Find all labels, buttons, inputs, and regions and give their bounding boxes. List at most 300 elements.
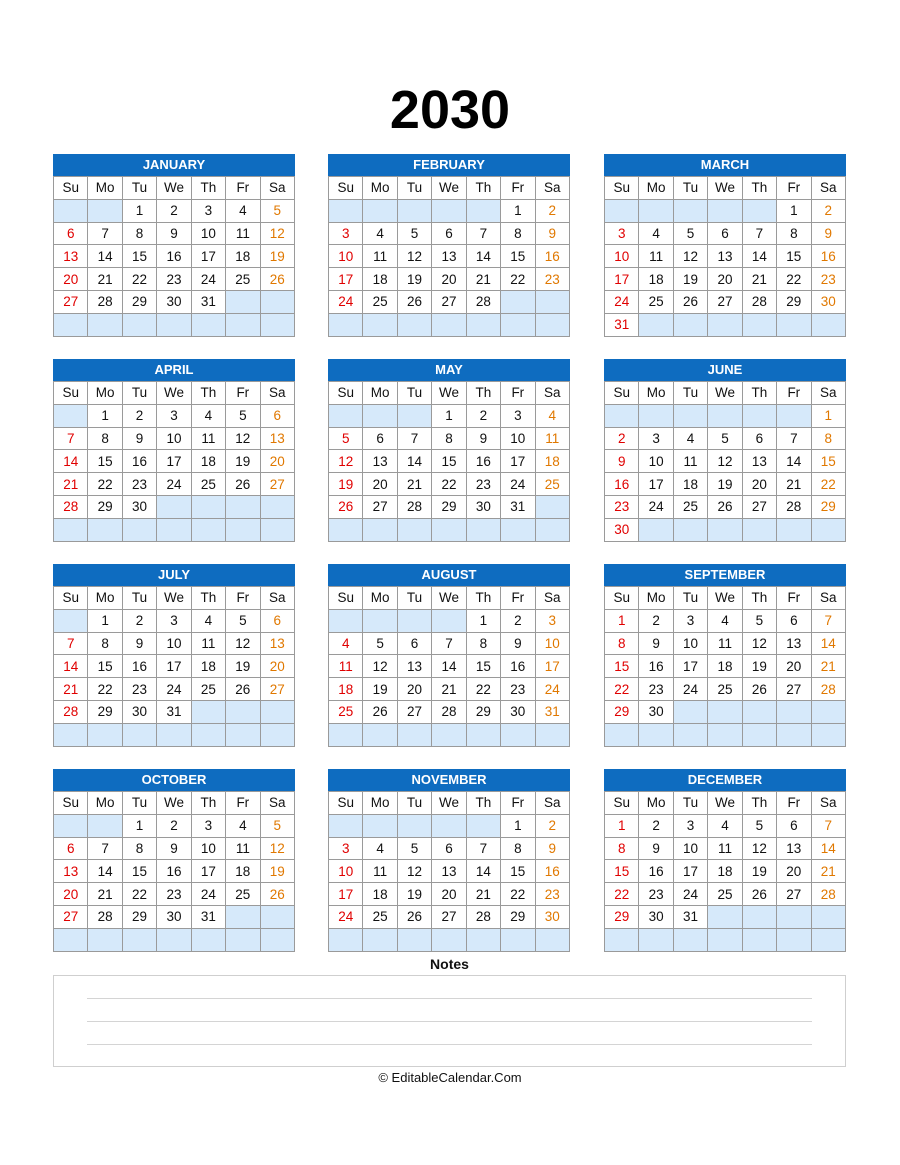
day-cell[interactable]: 1	[122, 199, 156, 222]
day-cell[interactable]: 15	[88, 450, 122, 473]
day-cell[interactable]: 28	[88, 290, 122, 313]
day-cell[interactable]: 16	[605, 473, 639, 496]
day-cell[interactable]: 1	[777, 199, 811, 222]
day-cell[interactable]: 6	[54, 837, 88, 860]
day-cell[interactable]: 30	[811, 290, 845, 313]
day-cell[interactable]: 6	[260, 609, 294, 632]
day-cell[interactable]: 6	[54, 222, 88, 245]
day-cell[interactable]: 14	[466, 245, 500, 268]
day-cell[interactable]: 12	[742, 837, 776, 860]
day-cell[interactable]: 7	[88, 222, 122, 245]
day-cell[interactable]: 17	[157, 450, 191, 473]
day-cell[interactable]: 4	[673, 427, 707, 450]
day-cell[interactable]: 6	[432, 222, 466, 245]
day-cell[interactable]: 26	[397, 290, 431, 313]
day-cell[interactable]: 5	[673, 222, 707, 245]
day-cell[interactable]: 12	[260, 837, 294, 860]
day-cell[interactable]: 25	[191, 473, 225, 496]
day-cell[interactable]: 19	[226, 450, 260, 473]
day-cell[interactable]: 7	[54, 427, 88, 450]
day-cell[interactable]: 8	[605, 837, 639, 860]
day-cell[interactable]: 20	[54, 883, 88, 906]
day-cell[interactable]: 27	[54, 290, 88, 313]
day-cell[interactable]: 19	[708, 473, 742, 496]
day-cell[interactable]: 18	[708, 860, 742, 883]
day-cell[interactable]: 14	[466, 860, 500, 883]
day-cell[interactable]: 20	[260, 450, 294, 473]
day-cell[interactable]: 15	[811, 450, 845, 473]
day-cell[interactable]: 30	[535, 905, 569, 928]
day-cell[interactable]: 29	[811, 495, 845, 518]
day-cell[interactable]: 19	[260, 245, 294, 268]
day-cell[interactable]: 12	[397, 860, 431, 883]
day-cell[interactable]: 22	[122, 883, 156, 906]
day-cell[interactable]: 5	[363, 632, 397, 655]
day-cell[interactable]: 4	[191, 404, 225, 427]
day-cell[interactable]: 19	[673, 268, 707, 291]
day-cell[interactable]: 3	[329, 222, 363, 245]
day-cell[interactable]: 9	[639, 632, 673, 655]
day-cell[interactable]: 29	[466, 700, 500, 723]
day-cell[interactable]: 8	[88, 427, 122, 450]
day-cell[interactable]: 26	[397, 905, 431, 928]
day-cell[interactable]: 27	[742, 495, 776, 518]
day-cell[interactable]: 16	[501, 655, 535, 678]
day-cell[interactable]: 14	[811, 632, 845, 655]
day-cell[interactable]: 28	[397, 495, 431, 518]
day-cell[interactable]: 29	[501, 905, 535, 928]
day-cell[interactable]: 25	[191, 678, 225, 701]
day-cell[interactable]: 31	[191, 290, 225, 313]
day-cell[interactable]: 15	[432, 450, 466, 473]
day-cell[interactable]: 12	[226, 427, 260, 450]
day-cell[interactable]: 12	[397, 245, 431, 268]
day-cell[interactable]: 15	[122, 245, 156, 268]
day-cell[interactable]: 23	[157, 883, 191, 906]
day-cell[interactable]: 30	[605, 518, 639, 541]
day-cell[interactable]: 9	[535, 222, 569, 245]
day-cell[interactable]: 22	[466, 678, 500, 701]
day-cell[interactable]: 20	[54, 268, 88, 291]
day-cell[interactable]: 29	[88, 700, 122, 723]
day-cell[interactable]: 9	[157, 222, 191, 245]
day-cell[interactable]: 2	[157, 199, 191, 222]
day-cell[interactable]: 19	[329, 473, 363, 496]
day-cell[interactable]: 13	[54, 860, 88, 883]
day-cell[interactable]: 10	[329, 245, 363, 268]
day-cell[interactable]: 28	[811, 883, 845, 906]
day-cell[interactable]: 21	[466, 883, 500, 906]
day-cell[interactable]: 25	[708, 678, 742, 701]
day-cell[interactable]: 10	[501, 427, 535, 450]
day-cell[interactable]: 28	[466, 905, 500, 928]
day-cell[interactable]: 29	[432, 495, 466, 518]
day-cell[interactable]: 28	[54, 700, 88, 723]
day-cell[interactable]: 7	[811, 609, 845, 632]
day-cell[interactable]: 11	[639, 245, 673, 268]
day-cell[interactable]: 16	[157, 245, 191, 268]
day-cell[interactable]: 22	[605, 883, 639, 906]
day-cell[interactable]: 21	[811, 655, 845, 678]
day-cell[interactable]: 25	[535, 473, 569, 496]
day-cell[interactable]: 24	[329, 905, 363, 928]
day-cell[interactable]: 1	[501, 814, 535, 837]
day-cell[interactable]: 15	[466, 655, 500, 678]
day-cell[interactable]: 1	[605, 609, 639, 632]
day-cell[interactable]: 31	[191, 905, 225, 928]
day-cell[interactable]: 2	[811, 199, 845, 222]
day-cell[interactable]: 26	[742, 883, 776, 906]
day-cell[interactable]: 19	[742, 860, 776, 883]
notes-box[interactable]	[53, 975, 846, 1067]
day-cell[interactable]: 26	[742, 678, 776, 701]
day-cell[interactable]: 11	[191, 632, 225, 655]
day-cell[interactable]: 24	[501, 473, 535, 496]
day-cell[interactable]: 16	[639, 655, 673, 678]
day-cell[interactable]: 13	[260, 632, 294, 655]
day-cell[interactable]: 29	[122, 905, 156, 928]
day-cell[interactable]: 28	[466, 290, 500, 313]
day-cell[interactable]: 8	[811, 427, 845, 450]
day-cell[interactable]: 17	[191, 245, 225, 268]
day-cell[interactable]: 5	[742, 814, 776, 837]
day-cell[interactable]: 4	[226, 199, 260, 222]
day-cell[interactable]: 4	[535, 404, 569, 427]
day-cell[interactable]: 19	[226, 655, 260, 678]
day-cell[interactable]: 13	[777, 837, 811, 860]
day-cell[interactable]: 1	[88, 404, 122, 427]
day-cell[interactable]: 2	[605, 427, 639, 450]
day-cell[interactable]: 22	[432, 473, 466, 496]
day-cell[interactable]: 24	[673, 883, 707, 906]
day-cell[interactable]: 5	[226, 609, 260, 632]
day-cell[interactable]: 1	[122, 814, 156, 837]
day-cell[interactable]: 27	[260, 473, 294, 496]
day-cell[interactable]: 24	[191, 883, 225, 906]
day-cell[interactable]: 9	[157, 837, 191, 860]
day-cell[interactable]: 6	[397, 632, 431, 655]
day-cell[interactable]: 3	[157, 609, 191, 632]
day-cell[interactable]: 23	[639, 883, 673, 906]
day-cell[interactable]: 10	[191, 837, 225, 860]
day-cell[interactable]: 25	[363, 905, 397, 928]
day-cell[interactable]: 30	[122, 495, 156, 518]
day-cell[interactable]: 28	[811, 678, 845, 701]
day-cell[interactable]: 6	[432, 837, 466, 860]
day-cell[interactable]: 19	[742, 655, 776, 678]
day-cell[interactable]: 24	[157, 678, 191, 701]
day-cell[interactable]: 14	[432, 655, 466, 678]
day-cell[interactable]: 30	[122, 700, 156, 723]
day-cell[interactable]: 14	[742, 245, 776, 268]
day-cell[interactable]: 18	[639, 268, 673, 291]
day-cell[interactable]: 14	[811, 837, 845, 860]
day-cell[interactable]: 17	[157, 655, 191, 678]
day-cell[interactable]: 11	[363, 245, 397, 268]
day-cell[interactable]: 22	[501, 268, 535, 291]
day-cell[interactable]: 31	[501, 495, 535, 518]
day-cell[interactable]: 24	[535, 678, 569, 701]
day-cell[interactable]: 31	[157, 700, 191, 723]
day-cell[interactable]: 7	[777, 427, 811, 450]
day-cell[interactable]: 16	[157, 860, 191, 883]
day-cell[interactable]: 31	[673, 905, 707, 928]
day-cell[interactable]: 4	[708, 609, 742, 632]
day-cell[interactable]: 8	[501, 837, 535, 860]
day-cell[interactable]: 27	[432, 905, 466, 928]
day-cell[interactable]: 2	[501, 609, 535, 632]
day-cell[interactable]: 25	[226, 268, 260, 291]
day-cell[interactable]: 18	[226, 245, 260, 268]
day-cell[interactable]: 25	[329, 700, 363, 723]
day-cell[interactable]: 24	[639, 495, 673, 518]
day-cell[interactable]: 16	[535, 860, 569, 883]
day-cell[interactable]: 13	[742, 450, 776, 473]
day-cell[interactable]: 3	[535, 609, 569, 632]
day-cell[interactable]: 30	[466, 495, 500, 518]
day-cell[interactable]: 1	[811, 404, 845, 427]
day-cell[interactable]: 30	[639, 905, 673, 928]
day-cell[interactable]: 13	[260, 427, 294, 450]
day-cell[interactable]: 19	[397, 883, 431, 906]
day-cell[interactable]: 6	[742, 427, 776, 450]
day-cell[interactable]: 27	[708, 290, 742, 313]
day-cell[interactable]: 16	[535, 245, 569, 268]
day-cell[interactable]: 13	[397, 655, 431, 678]
day-cell[interactable]: 16	[466, 450, 500, 473]
day-cell[interactable]: 12	[329, 450, 363, 473]
day-cell[interactable]: 21	[88, 268, 122, 291]
day-cell[interactable]: 29	[777, 290, 811, 313]
day-cell[interactable]: 21	[811, 860, 845, 883]
day-cell[interactable]: 2	[639, 814, 673, 837]
day-cell[interactable]: 21	[397, 473, 431, 496]
day-cell[interactable]: 9	[535, 837, 569, 860]
day-cell[interactable]: 29	[88, 495, 122, 518]
day-cell[interactable]: 5	[397, 837, 431, 860]
day-cell[interactable]: 8	[501, 222, 535, 245]
day-cell[interactable]: 10	[605, 245, 639, 268]
day-cell[interactable]: 14	[88, 245, 122, 268]
day-cell[interactable]: 10	[639, 450, 673, 473]
day-cell[interactable]: 3	[329, 837, 363, 860]
day-cell[interactable]: 11	[363, 860, 397, 883]
day-cell[interactable]: 27	[397, 700, 431, 723]
day-cell[interactable]: 2	[122, 609, 156, 632]
day-cell[interactable]: 3	[673, 814, 707, 837]
day-cell[interactable]: 20	[742, 473, 776, 496]
day-cell[interactable]: 12	[363, 655, 397, 678]
day-cell[interactable]: 3	[157, 404, 191, 427]
day-cell[interactable]: 7	[466, 837, 500, 860]
day-cell[interactable]: 19	[397, 268, 431, 291]
day-cell[interactable]: 10	[673, 632, 707, 655]
day-cell[interactable]: 31	[605, 313, 639, 336]
day-cell[interactable]: 9	[466, 427, 500, 450]
day-cell[interactable]: 19	[363, 678, 397, 701]
day-cell[interactable]: 17	[605, 268, 639, 291]
day-cell[interactable]: 17	[329, 268, 363, 291]
day-cell[interactable]: 10	[535, 632, 569, 655]
day-cell[interactable]: 5	[708, 427, 742, 450]
day-cell[interactable]: 24	[329, 290, 363, 313]
day-cell[interactable]: 1	[466, 609, 500, 632]
day-cell[interactable]: 18	[226, 860, 260, 883]
day-cell[interactable]: 23	[535, 883, 569, 906]
day-cell[interactable]: 8	[605, 632, 639, 655]
day-cell[interactable]: 2	[122, 404, 156, 427]
day-cell[interactable]: 23	[811, 268, 845, 291]
day-cell[interactable]: 26	[673, 290, 707, 313]
day-cell[interactable]: 21	[777, 473, 811, 496]
day-cell[interactable]: 19	[260, 860, 294, 883]
day-cell[interactable]: 22	[501, 883, 535, 906]
day-cell[interactable]: 4	[639, 222, 673, 245]
day-cell[interactable]: 4	[329, 632, 363, 655]
day-cell[interactable]: 11	[673, 450, 707, 473]
day-cell[interactable]: 8	[88, 632, 122, 655]
day-cell[interactable]: 12	[226, 632, 260, 655]
day-cell[interactable]: 6	[363, 427, 397, 450]
day-cell[interactable]: 9	[501, 632, 535, 655]
day-cell[interactable]: 25	[639, 290, 673, 313]
day-cell[interactable]: 13	[363, 450, 397, 473]
day-cell[interactable]: 8	[122, 837, 156, 860]
day-cell[interactable]: 17	[639, 473, 673, 496]
day-cell[interactable]: 20	[397, 678, 431, 701]
day-cell[interactable]: 25	[363, 290, 397, 313]
day-cell[interactable]: 28	[88, 905, 122, 928]
day-cell[interactable]: 27	[54, 905, 88, 928]
day-cell[interactable]: 24	[605, 290, 639, 313]
day-cell[interactable]: 3	[673, 609, 707, 632]
day-cell[interactable]: 18	[673, 473, 707, 496]
day-cell[interactable]: 9	[811, 222, 845, 245]
day-cell[interactable]: 6	[777, 814, 811, 837]
day-cell[interactable]: 17	[501, 450, 535, 473]
day-cell[interactable]: 24	[191, 268, 225, 291]
day-cell[interactable]: 1	[432, 404, 466, 427]
day-cell[interactable]: 14	[777, 450, 811, 473]
day-cell[interactable]: 5	[742, 609, 776, 632]
day-cell[interactable]: 21	[432, 678, 466, 701]
day-cell[interactable]: 11	[708, 632, 742, 655]
day-cell[interactable]: 14	[54, 655, 88, 678]
day-cell[interactable]: 28	[777, 495, 811, 518]
day-cell[interactable]: 7	[466, 222, 500, 245]
day-cell[interactable]: 18	[535, 450, 569, 473]
day-cell[interactable]: 11	[226, 837, 260, 860]
day-cell[interactable]: 17	[673, 860, 707, 883]
day-cell[interactable]: 15	[605, 655, 639, 678]
day-cell[interactable]: 30	[157, 905, 191, 928]
day-cell[interactable]: 29	[605, 905, 639, 928]
day-cell[interactable]: 4	[191, 609, 225, 632]
day-cell[interactable]: 25	[673, 495, 707, 518]
day-cell[interactable]: 20	[260, 655, 294, 678]
day-cell[interactable]: 1	[88, 609, 122, 632]
day-cell[interactable]: 2	[466, 404, 500, 427]
day-cell[interactable]: 21	[742, 268, 776, 291]
day-cell[interactable]: 8	[432, 427, 466, 450]
day-cell[interactable]: 14	[88, 860, 122, 883]
day-cell[interactable]: 10	[673, 837, 707, 860]
day-cell[interactable]: 3	[191, 199, 225, 222]
day-cell[interactable]: 23	[466, 473, 500, 496]
day-cell[interactable]: 30	[157, 290, 191, 313]
day-cell[interactable]: 23	[535, 268, 569, 291]
day-cell[interactable]: 26	[226, 473, 260, 496]
day-cell[interactable]: 7	[432, 632, 466, 655]
day-cell[interactable]: 5	[226, 404, 260, 427]
day-cell[interactable]: 23	[639, 678, 673, 701]
day-cell[interactable]: 23	[122, 473, 156, 496]
day-cell[interactable]: 1	[501, 199, 535, 222]
day-cell[interactable]: 4	[363, 837, 397, 860]
day-cell[interactable]: 2	[639, 609, 673, 632]
day-cell[interactable]: 11	[535, 427, 569, 450]
day-cell[interactable]: 10	[157, 632, 191, 655]
day-cell[interactable]: 15	[605, 860, 639, 883]
day-cell[interactable]: 22	[88, 473, 122, 496]
day-cell[interactable]: 16	[122, 655, 156, 678]
day-cell[interactable]: 3	[501, 404, 535, 427]
day-cell[interactable]: 18	[363, 883, 397, 906]
day-cell[interactable]: 1	[605, 814, 639, 837]
day-cell[interactable]: 26	[226, 678, 260, 701]
day-cell[interactable]: 2	[157, 814, 191, 837]
day-cell[interactable]: 12	[708, 450, 742, 473]
day-cell[interactable]: 27	[432, 290, 466, 313]
day-cell[interactable]: 14	[397, 450, 431, 473]
day-cell[interactable]: 29	[122, 290, 156, 313]
day-cell[interactable]: 27	[777, 883, 811, 906]
day-cell[interactable]: 20	[777, 655, 811, 678]
day-cell[interactable]: 21	[88, 883, 122, 906]
day-cell[interactable]: 11	[191, 427, 225, 450]
day-cell[interactable]: 12	[260, 222, 294, 245]
day-cell[interactable]: 7	[54, 632, 88, 655]
day-cell[interactable]: 15	[88, 655, 122, 678]
day-cell[interactable]: 5	[329, 427, 363, 450]
day-cell[interactable]: 17	[191, 860, 225, 883]
day-cell[interactable]: 20	[708, 268, 742, 291]
day-cell[interactable]: 10	[329, 860, 363, 883]
day-cell[interactable]: 17	[329, 883, 363, 906]
day-cell[interactable]: 25	[708, 883, 742, 906]
day-cell[interactable]: 12	[742, 632, 776, 655]
day-cell[interactable]: 9	[605, 450, 639, 473]
day-cell[interactable]: 11	[708, 837, 742, 860]
day-cell[interactable]: 28	[432, 700, 466, 723]
day-cell[interactable]: 9	[639, 837, 673, 860]
day-cell[interactable]: 4	[708, 814, 742, 837]
day-cell[interactable]: 11	[226, 222, 260, 245]
day-cell[interactable]: 13	[777, 632, 811, 655]
day-cell[interactable]: 18	[329, 678, 363, 701]
day-cell[interactable]: 13	[432, 860, 466, 883]
day-cell[interactable]: 15	[501, 860, 535, 883]
day-cell[interactable]: 31	[535, 700, 569, 723]
day-cell[interactable]: 2	[535, 199, 569, 222]
day-cell[interactable]: 22	[88, 678, 122, 701]
day-cell[interactable]: 3	[605, 222, 639, 245]
day-cell[interactable]: 24	[673, 678, 707, 701]
day-cell[interactable]: 2	[535, 814, 569, 837]
day-cell[interactable]: 6	[708, 222, 742, 245]
day-cell[interactable]: 26	[329, 495, 363, 518]
day-cell[interactable]: 26	[363, 700, 397, 723]
